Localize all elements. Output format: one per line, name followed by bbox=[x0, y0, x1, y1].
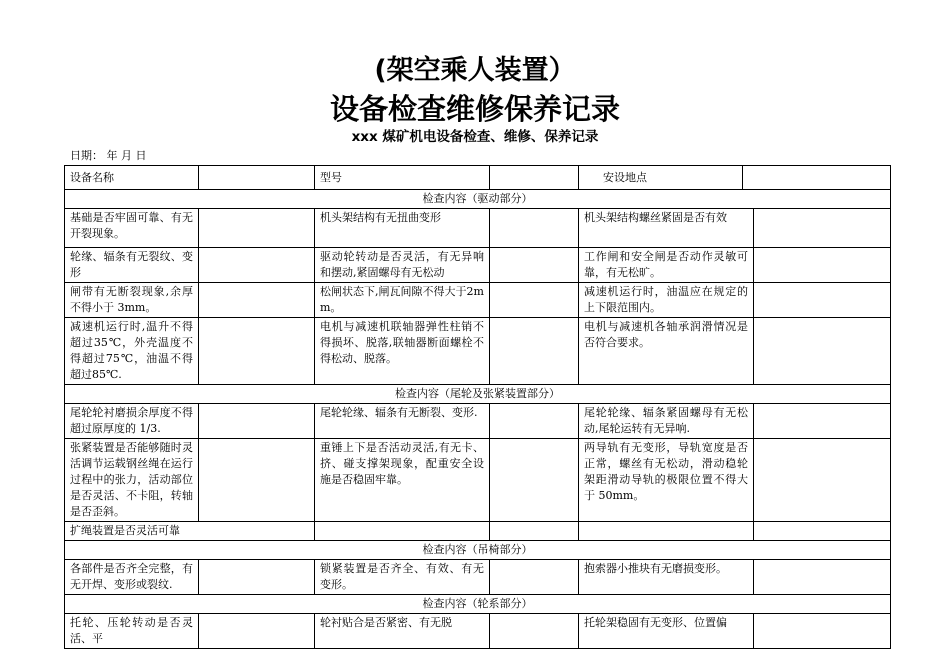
result-cell[interactable] bbox=[199, 439, 315, 522]
check-item: 轮缘、辐条有无裂纹、变形 bbox=[65, 248, 199, 283]
location-value[interactable] bbox=[743, 166, 891, 189]
result-cell[interactable] bbox=[754, 614, 891, 649]
section-title-tail: 检查内容（尾轮及张紧装置部分） bbox=[65, 385, 891, 404]
check-item: 重锤上下是否活动灵活,有无卡、挤、碰支撑架现象，配重安全设施是否稳固牢靠。 bbox=[315, 439, 490, 522]
model-label: 型号 bbox=[315, 166, 490, 190]
result-cell[interactable] bbox=[754, 248, 891, 283]
section-row-chair bbox=[65, 541, 891, 560]
result-cell[interactable] bbox=[199, 614, 315, 649]
result-cell[interactable] bbox=[490, 614, 579, 649]
result-cell[interactable] bbox=[490, 560, 579, 595]
result-cell[interactable] bbox=[754, 560, 891, 595]
result-cell[interactable] bbox=[199, 560, 315, 595]
result-cell[interactable] bbox=[754, 209, 891, 248]
check-item: 松闸状态下,闸瓦间隙不得大于2mm。 bbox=[315, 283, 490, 318]
check-item: 电机与减速机联轴器弹性柱销不得损坏、脱落,联轴器断面螺栓不得松动、脱落。 bbox=[315, 318, 490, 385]
section-title-drive: 检查内容（驱动部分） bbox=[65, 190, 891, 209]
section-title-wheel: 检查内容（轮系部分） bbox=[65, 595, 891, 614]
check-item: 电机与减速机各轴承润滑情况是否符合要求。 bbox=[579, 318, 754, 385]
date-label: 日期： 年 月 日 bbox=[70, 149, 147, 162]
table-row bbox=[65, 209, 891, 248]
section-row-drive bbox=[65, 190, 891, 209]
result-cell[interactable] bbox=[754, 404, 891, 439]
subtitle: xxx 煤矿机电设备检查、维修、保养记录 bbox=[351, 129, 599, 145]
table-row bbox=[65, 283, 891, 318]
check-item: 托轮、压轮转动是否灵活、平 bbox=[65, 614, 199, 649]
title-line-1: (架空乘人装置） bbox=[374, 55, 576, 86]
inspection-table bbox=[64, 165, 891, 649]
table-row bbox=[65, 318, 891, 385]
result-cell[interactable] bbox=[199, 318, 315, 385]
result-cell[interactable] bbox=[199, 248, 315, 283]
device-name-label: 设备名称 bbox=[65, 166, 199, 190]
check-item: 两导轨有无变形，导轨宽度是否正常，螺丝有无松动，滑动稳轮架距滑动导轨的极限位置不得大于 50mm。 bbox=[579, 439, 754, 522]
check-item: 减速机运行时，油温应在规定的上下限范围内。 bbox=[579, 283, 754, 318]
table-row bbox=[65, 404, 891, 439]
check-item bbox=[315, 522, 490, 541]
check-item: 张紧装置是否能够随时灵活调节运载钢丝绳在运行过程中的张力，活动部位是否灵活、不卡阻，转轴是否歪斜。 bbox=[65, 439, 199, 522]
location-cell bbox=[579, 166, 891, 190]
location-label: 安设地点 bbox=[579, 166, 743, 189]
check-item: 抱索器小推块有无磨损变形。 bbox=[579, 560, 754, 595]
result-cell[interactable] bbox=[490, 283, 579, 318]
result-cell[interactable] bbox=[490, 404, 579, 439]
result-cell[interactable] bbox=[754, 522, 891, 541]
check-item: 扩绳装置是否灵活可靠 bbox=[65, 522, 315, 541]
check-item: 轮衬贴合是否紧密、有无脱 bbox=[315, 614, 490, 649]
result-cell[interactable] bbox=[754, 283, 891, 318]
model-value[interactable] bbox=[490, 166, 579, 190]
check-item: 工作闸和安全闸是否动作灵敏可靠，有无松旷。 bbox=[579, 248, 754, 283]
table-row bbox=[65, 439, 891, 522]
result-cell[interactable] bbox=[754, 318, 891, 385]
check-item: 尾轮轮缘、辐条紧固螺母有无松动,尾轮运转有无异响. bbox=[579, 404, 754, 439]
check-item: 锁紧装置是否齐全、有效、有无变形。 bbox=[315, 560, 490, 595]
section-row-tail bbox=[65, 385, 891, 404]
device-info-row bbox=[65, 166, 891, 190]
result-cell[interactable] bbox=[754, 439, 891, 522]
result-cell[interactable] bbox=[490, 522, 579, 541]
check-item bbox=[579, 522, 754, 541]
section-row-wheel bbox=[65, 595, 891, 614]
check-item: 机头架结构有无扭曲变形 bbox=[315, 209, 490, 248]
check-item: 减速机运行时,温升不得超过35℃，外壳温度不得超过75℃，油温不得超过85℃. bbox=[65, 318, 199, 385]
table-row bbox=[65, 522, 891, 541]
check-item: 闸带有无断裂现象,余厚不得小于 3mm。 bbox=[65, 283, 199, 318]
table-row bbox=[65, 560, 891, 595]
check-item: 驱动轮转动是否灵活，有无异响和摆动,紧固螺母有无松动 bbox=[315, 248, 490, 283]
check-item: 机头架结构螺丝紧固是否有效 bbox=[579, 209, 754, 248]
check-item: 尾轮轮衬磨损余厚度不得超过原厚度的 1/3. bbox=[65, 404, 199, 439]
result-cell[interactable] bbox=[490, 248, 579, 283]
result-cell[interactable] bbox=[199, 283, 315, 318]
device-name-value[interactable] bbox=[199, 166, 315, 190]
table-row bbox=[65, 614, 891, 649]
table-row bbox=[65, 248, 891, 283]
result-cell[interactable] bbox=[490, 209, 579, 248]
check-item: 基础是否牢固可靠、有无开裂现象。 bbox=[65, 209, 199, 248]
check-item: 托轮架稳固有无变形、位置偏 bbox=[579, 614, 754, 649]
check-item: 尾轮轮缘、辐条有无断裂、变形. bbox=[315, 404, 490, 439]
result-cell[interactable] bbox=[490, 318, 579, 385]
result-cell[interactable] bbox=[490, 439, 579, 522]
check-item: 各部件是否齐全完整，有无开焊、变形或裂纹. bbox=[65, 560, 199, 595]
result-cell[interactable] bbox=[199, 209, 315, 248]
result-cell[interactable] bbox=[199, 404, 315, 439]
title-line-2: 设备检查维修保养记录 bbox=[329, 92, 620, 126]
section-title-chair: 检查内容（吊椅部分） bbox=[65, 541, 891, 560]
